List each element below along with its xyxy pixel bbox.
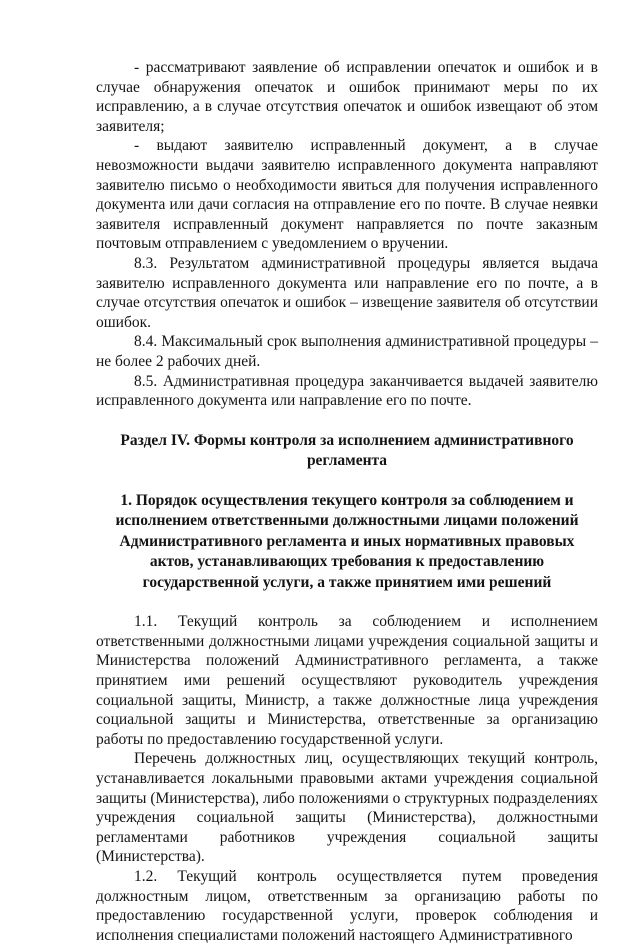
paragraph-8-3: 8.3. Результатом административной процедуры является выдача заявителю исправленного документа или направление его по почте, а в случае отсутствия опечаток и ошибок – извещение заявителя об отсутствии ошибок. bbox=[96, 254, 598, 331]
spacer bbox=[96, 411, 598, 431]
paragraph-1-1: 1.1. Текущий контроль за соблюдением и исполнением ответственными должностными лицами учреждения социальной защиты и Министерства положений Административного регламента, а также принятием ими решений осуществляют руководитель учреждения социальной защиты, Министр, а также должностные лица учреждения социальной защиты и Министерства, ответственные за организацию работы по предоставлению государственной услуги. bbox=[96, 613, 598, 748]
paragraph-1-2: 1.2. Текущий контроль осуществляется путем проведения должностным лицом, ответственным за организацию работы по предоставлению государственной услуги, проверок соблюдения и исполнения специалистами положений настоящего Административного bbox=[96, 867, 598, 944]
paragraph-issue-corrected-document: - выдают заявителю исправленный документ, а в случае невозможности выдачи заявителю исправленного документа направляют заявителю письмо о необходимости явиться для получения исправленного документа или дачи согласия на отправление его по почте. В случае неявки заявителя исправленный документ направляется по почте заказным почтовым отправлением с уведомлением о вручении. bbox=[96, 137, 598, 253]
paragraph-8-5: 8.5. Административная процедура заканчивается выдачей заявителю исправленного документа или направление его по почте. bbox=[96, 372, 598, 410]
spacer bbox=[96, 593, 598, 612]
paragraph-8-4: 8.4. Максимальный срок выполнения административной процедуры – не более 2 рабочих дней. bbox=[96, 333, 598, 370]
section-heading: Раздел IV. Формы контроля за исполнением административного регламента bbox=[120, 431, 574, 470]
paragraph-official-list: Перечень должностных лиц, осуществляющих текущий контроль, устанавливается локальными правовыми актами учреждения социальной защиты (Министерства), либо положениями о структурных подразделениях учреждения социальной защиты (Министерства), должностными регламентами работников учреждения социальной защиты (Министерства). bbox=[96, 750, 598, 866]
paragraph-review-application: - рассматривают заявление об исправлении опечаток и ошибок и в случае обнаружения опечаток и ошибок принимают меры по их исправлению, а в случае отсутствия опечаток и ошибок извещают об этом заявителя; bbox=[96, 59, 598, 135]
spacer bbox=[96, 472, 598, 491]
document-page bbox=[96, 58, 598, 945]
subsection-heading: 1. Порядок осуществления текущего контроля за соблюдением и исполнением ответственными должностными лицами положений Административного регламента и иных нормативных правовых актов, устанавливающих требования к предоставлению государственной услуги, а также принятием ими решений bbox=[115, 491, 579, 591]
